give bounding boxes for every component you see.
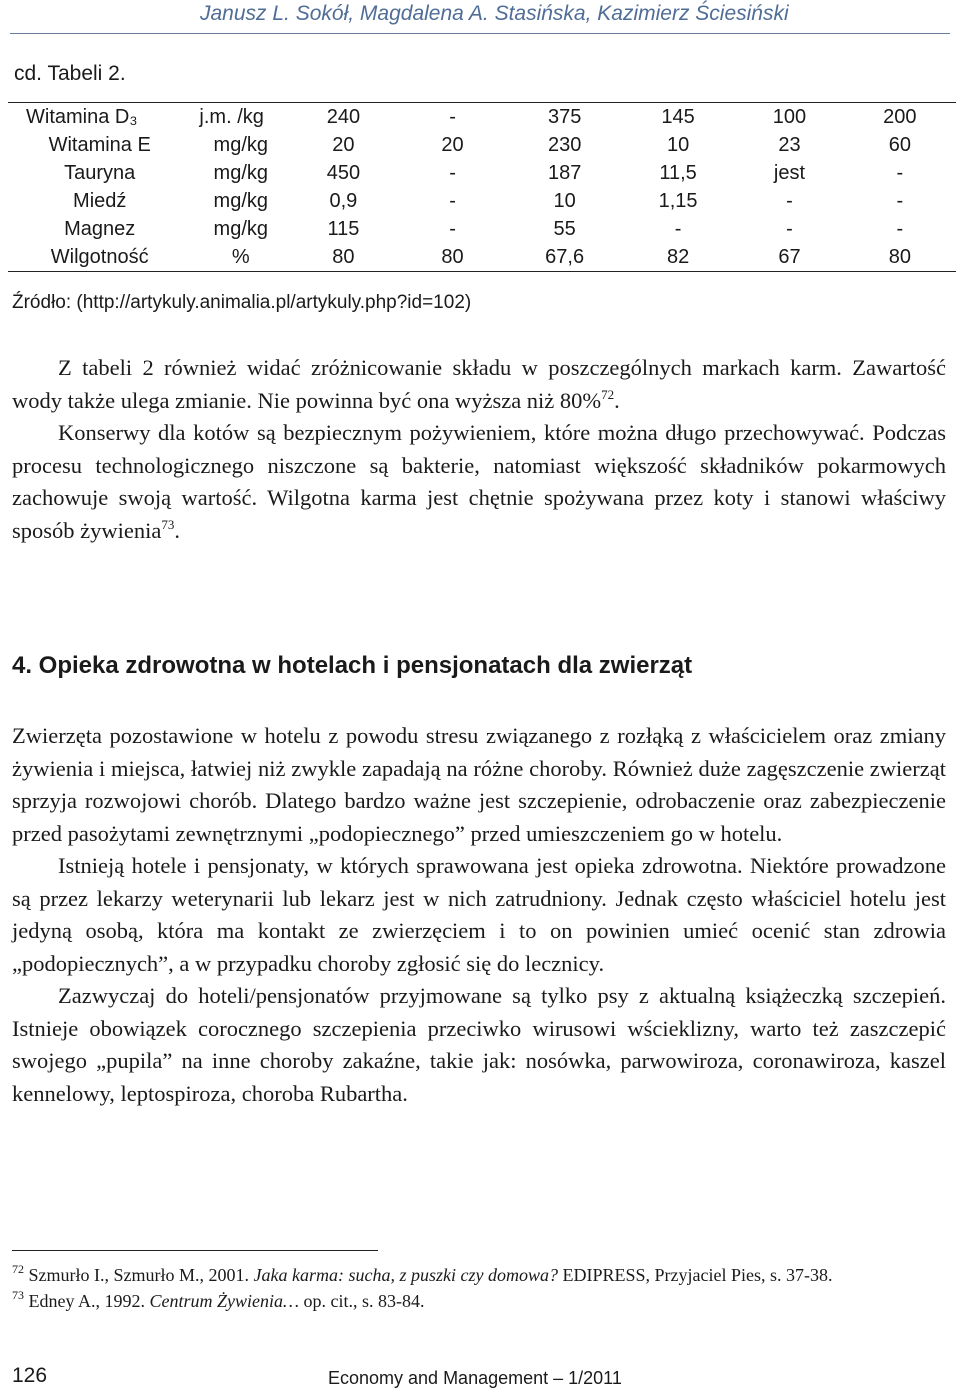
footnote-72 — [12, 1262, 946, 1288]
value-cell: 10 — [553, 189, 576, 212]
unit-cell: % — [191, 243, 290, 272]
value-cell: 145 — [621, 103, 735, 132]
footnote-text: Edney A., 1992. — [24, 1291, 150, 1311]
table-caption: cd. Tabeli 2. — [14, 62, 126, 85]
paragraph-1-text: Z tabeli 2 również widać zróżnicowanie składu w poszczególnych markach karm. Zawartość wody także ulega zmianie. Nie powinna być ona wyższa niż 80% — [12, 355, 946, 413]
value-cell: 10 — [666, 133, 690, 156]
value-cell: 20 — [332, 133, 355, 156]
paragraph-1 — [12, 352, 946, 417]
nutrition-table — [8, 102, 956, 272]
paragraph-3: Zwierzęta pozostawione w hotelu z powodu stresu związanego z rozłąką z właścicielem oraz zmiany żywienia i miejsca, łatwiej niż zwykle zapadają na różne choroby. Również duże zagęszczenie zwierząt sprzyja rozwojowi chorób. Dlatego bardzo ważne jest szczepienie, odrobaczenie oraz zabezpieczenie przed pasożytami zewnętrznymi „podopiecznego” przed umieszczeniem go w hotelu. — [12, 723, 946, 846]
unit-cell: mg/kg — [213, 217, 269, 240]
value-cell: 23 — [778, 133, 801, 156]
table-body — [8, 103, 956, 272]
value-cell: - — [449, 217, 456, 240]
footnote-number: 73 — [12, 1288, 24, 1302]
value-cell: - — [674, 217, 682, 240]
footnotes — [12, 1262, 946, 1314]
unit-cell: mg/kg — [213, 189, 269, 212]
row-label: Witamina D₃ — [8, 103, 191, 132]
value-cell: - — [896, 217, 904, 240]
footnote-title: Centrum Żywienia… — [149, 1291, 300, 1311]
value-cell: 67,6 — [508, 243, 620, 272]
table-row — [8, 187, 956, 215]
value-cell: 450 — [326, 161, 361, 184]
journal-name: Economy and Management – 1/2011 — [328, 1368, 622, 1388]
table-row — [8, 131, 956, 159]
paragraph-2-tail: . — [174, 517, 180, 543]
value-cell: 1,15 — [658, 189, 698, 212]
value-cell: 187 — [547, 161, 582, 184]
value-cell: 100 — [735, 103, 843, 132]
header-authors: Janusz L. Sokół, Magdalena A. Stasińska, Kazimierz Ściesiński — [200, 2, 789, 25]
value-cell: - — [786, 217, 793, 240]
footnote-text: op. cit., s. 83-84. — [299, 1291, 425, 1311]
value-cell: 20 — [441, 133, 464, 156]
value-cell: 80 — [844, 243, 956, 272]
value-cell: 80 — [290, 243, 397, 272]
value-cell: - — [786, 189, 793, 212]
value-cell: 240 — [290, 103, 397, 132]
value-cell: 67 — [735, 243, 843, 272]
table-row — [8, 159, 956, 187]
value-cell: 82 — [621, 243, 735, 272]
value-cell: - — [896, 161, 904, 184]
value-cell: - — [449, 161, 456, 184]
footnote-ref-73: 73 — [161, 516, 175, 532]
footnote-ref-72: 72 — [601, 386, 615, 402]
row-label: Wilgotność — [8, 243, 191, 272]
value-cell: 55 — [553, 217, 576, 240]
value-cell: - — [397, 103, 509, 132]
value-cell: 375 — [508, 103, 620, 132]
header-rule — [10, 33, 950, 34]
footnote-text: EDIPRESS, Przyjaciel Pies, s. 37-38. — [557, 1265, 833, 1285]
unit-cell: mg/kg — [213, 133, 269, 156]
row-label: Tauryna — [64, 161, 136, 184]
value-cell: 60 — [888, 133, 911, 156]
row-label: Witamina E — [48, 133, 151, 156]
footnote-rule — [12, 1250, 378, 1251]
table-row — [8, 243, 956, 272]
intro-text — [12, 352, 946, 547]
value-cell: 115 — [327, 217, 360, 240]
value-cell: jest — [773, 161, 806, 184]
value-cell: 80 — [397, 243, 509, 272]
paragraph-5: Zazwyczaj do hoteli/pensjonatów przyjmowane są tylko psy z aktualną książeczką szczepień. Istnieje obowiązek corocznego szczepienia przeciwko wirusowi wścieklizny, warto też zaszczepić swojego „pupila” na inne choroby zakaźne, takie jak: nosówka, parwowiroza, coronawiroza, kaszel kennelowy, leptospiroza, choroba Rubartha. — [12, 983, 946, 1106]
value-cell: 11,5 — [659, 161, 697, 184]
footnote-number: 72 — [12, 1262, 24, 1276]
footnote-title: Jaka karma: sucha, z puszki czy domowa? — [253, 1265, 558, 1285]
value-cell: - — [896, 189, 904, 212]
value-cell: 0,9 — [329, 189, 358, 212]
row-label: Magnez — [64, 217, 136, 240]
footnote-text: Szmurło I., Szmurło M., 2001. — [24, 1265, 254, 1285]
unit-cell: mg/kg — [213, 161, 269, 184]
table-row — [8, 215, 956, 243]
paragraph-2-text: Konserwy dla kotów są bezpiecznym pożywieniem, które można długo przechowywać. Podczas procesu technologicznego niszczone są bakterie, natomiast większość składników pokarmowych zachowuje swoją wartość. Wilgotna karma jest chętnie spożywana przez koty i stanowi właściwy sposób żywienia — [12, 420, 946, 543]
paragraph-2 — [12, 417, 946, 547]
page-number: 126 — [12, 1364, 48, 1387]
row-label: Miedź — [73, 189, 127, 212]
table-source: Źródło: (http://artykuly.animalia.pl/artykuly.php?id=102) — [12, 292, 472, 313]
running-header — [0, 2, 960, 32]
section-heading: 4. Opieka zdrowotna w hotelach i pensjonatach dla zwierząt — [12, 652, 693, 679]
table-row — [8, 103, 956, 132]
paragraph-1-tail: . — [614, 387, 620, 413]
page-footer — [0, 1360, 960, 1394]
value-cell: 200 — [844, 103, 956, 132]
value-cell: - — [449, 189, 456, 212]
footnote-73 — [12, 1288, 946, 1314]
unit-cell: j.m. /kg — [191, 103, 290, 132]
paragraph-4: Istnieją hotele i pensjonaty, w których sprawowana jest opieka zdrowotna. Niektóre prowadzone są przez lekarzy weterynarii lub lekarz jest w nich zatrudniony. Jednak często właściciel hotelu jest jedyną osobą, która ma kontakt ze zwierzęciem i to on powinien umieć ocenić stan zdrowia „podopiecznych”, a w przypadku choroby zgłosić się do lecznicy. — [12, 853, 946, 976]
section-text — [12, 720, 946, 1110]
value-cell: 230 — [547, 133, 582, 156]
